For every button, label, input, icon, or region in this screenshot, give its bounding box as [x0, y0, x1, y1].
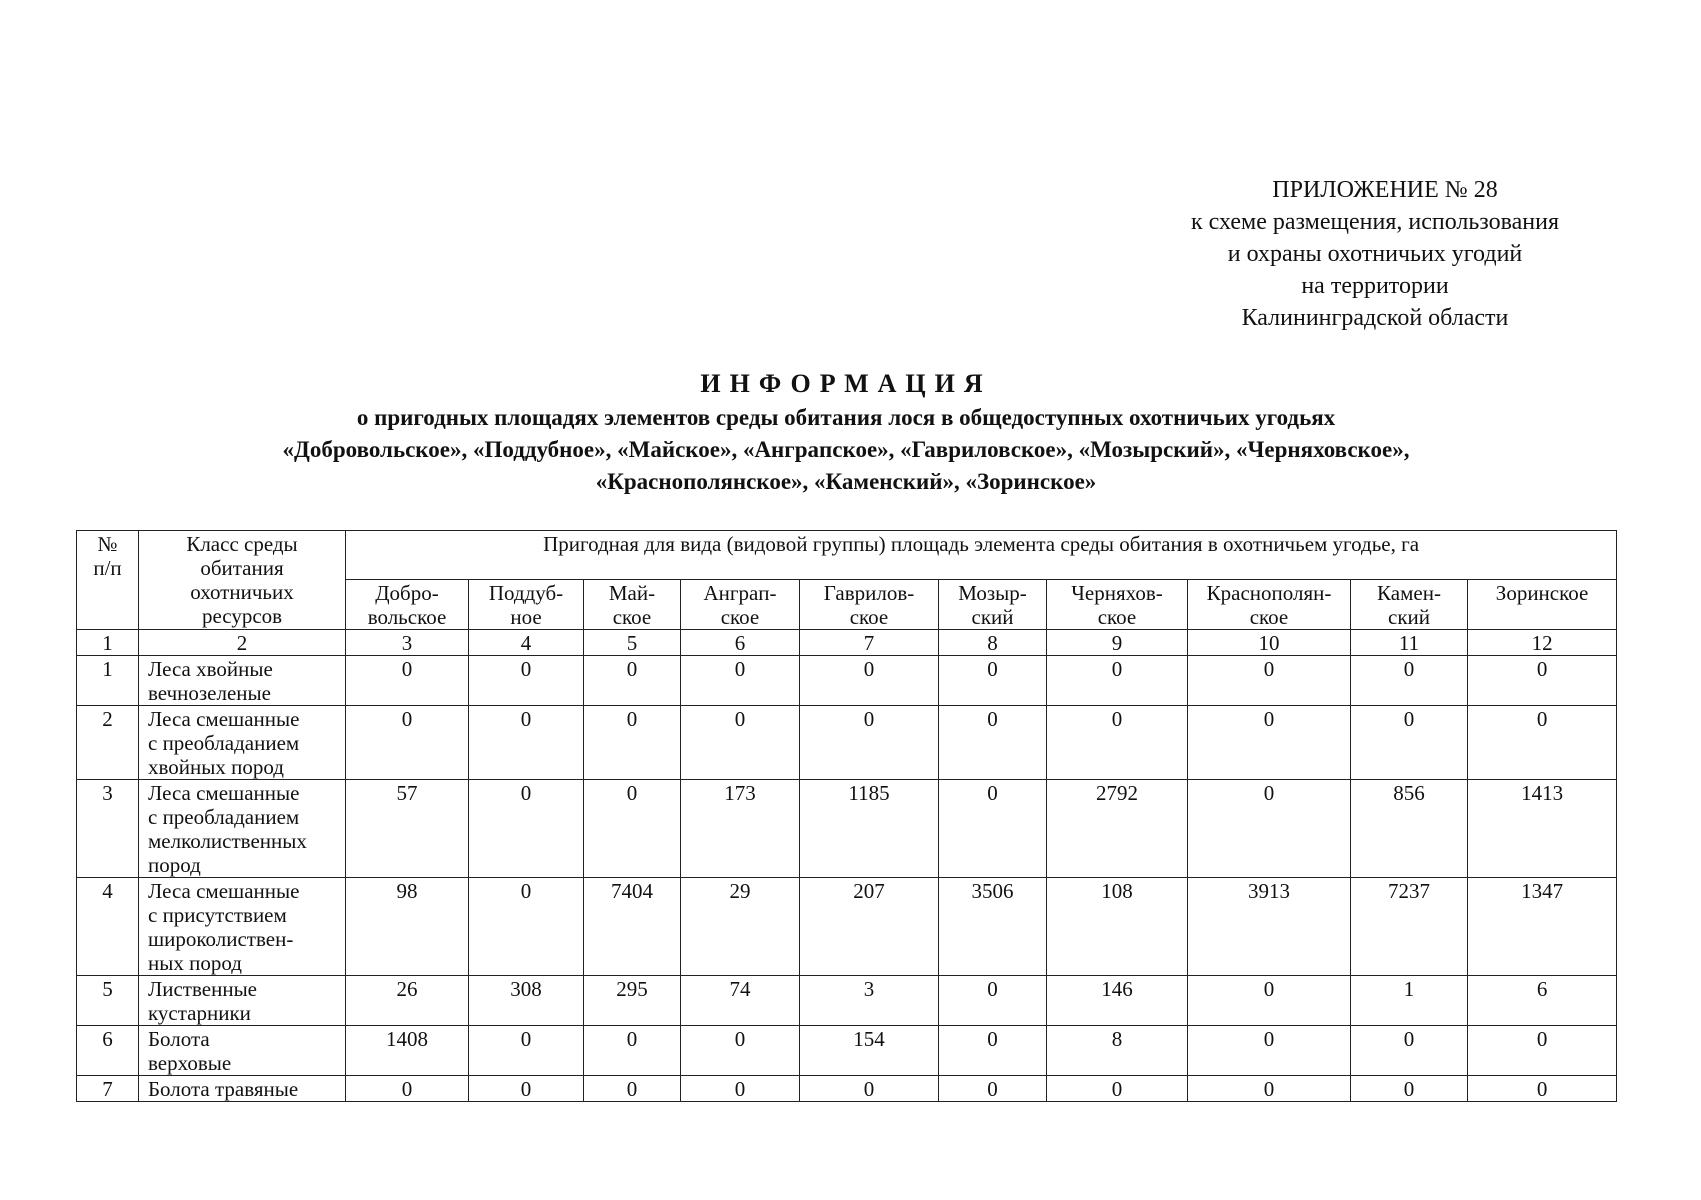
- habitat-class-text: пород: [148, 853, 201, 877]
- habitat-class-cell: [139, 976, 346, 1026]
- area-value-cell: 0: [939, 656, 1047, 706]
- area-value-cell: 0: [584, 656, 681, 706]
- habitat-class-text: Леса хвойные: [148, 657, 273, 681]
- area-value-cell: 0: [1351, 1076, 1468, 1102]
- area-value-cell: 0: [800, 706, 939, 780]
- row-number-cell: 6: [77, 1026, 139, 1076]
- header-text: №: [97, 532, 118, 556]
- area-value-cell: 0: [681, 706, 800, 780]
- habitat-class-text: вечнозеленые: [148, 681, 271, 705]
- habitat-class-text: ных пород: [148, 951, 242, 975]
- header-text: ский: [1388, 605, 1430, 629]
- area-value-cell: 0: [346, 706, 469, 780]
- area-value-cell: 0: [469, 656, 584, 706]
- habitat-class-cell: [139, 1076, 346, 1102]
- habitat-class-text: мелколиственных: [148, 829, 307, 853]
- area-value-cell: 0: [584, 1026, 681, 1076]
- habitat-class-text: кустарники: [148, 1001, 251, 1025]
- area-value-cell: 0: [939, 1076, 1047, 1102]
- area-value-cell: 0: [1351, 656, 1468, 706]
- area-value-cell: 0: [1351, 1026, 1468, 1076]
- habitat-class-cell: [139, 656, 346, 706]
- area-value-cell: 0: [469, 1026, 584, 1076]
- habitat-class-text: с преобладанием: [148, 731, 300, 755]
- header-text: Зоринское: [1495, 581, 1589, 605]
- column-number-cell: 6: [681, 630, 800, 656]
- column-number-cell: 9: [1047, 630, 1188, 656]
- row-number-cell: 2: [77, 706, 139, 780]
- area-value-cell: 154: [800, 1026, 939, 1076]
- column-number-row: [77, 630, 1617, 656]
- area-value-cell: 0: [1188, 1026, 1351, 1076]
- habitat-class-cell: [139, 878, 346, 976]
- area-value-cell: 146: [1047, 976, 1188, 1026]
- habitat-class-text: Леса смешанные: [148, 879, 300, 903]
- appendix-line: и охраны охотничьих угодий: [1227, 241, 1523, 267]
- header-text: Класс среды: [186, 532, 298, 556]
- area-value-cell: 0: [1047, 656, 1188, 706]
- area-value-cell: 0: [1468, 1026, 1617, 1076]
- habitat-class-text: Болота: [148, 1027, 210, 1051]
- column-number-cell: 4: [469, 630, 584, 656]
- area-value-cell: 74: [681, 976, 800, 1026]
- habitat-class-text: хвойных пород: [148, 755, 284, 779]
- column-number-cell: 1: [77, 630, 139, 656]
- area-value-cell: 57: [346, 780, 469, 878]
- area-value-cell: 0: [1351, 706, 1468, 780]
- habitat-class-text: верховые: [148, 1051, 232, 1075]
- area-value-cell: 0: [469, 878, 584, 976]
- appendix-block: [1140, 174, 1610, 334]
- column-number-cell: 8: [939, 630, 1047, 656]
- habitat-class-cell: [139, 1026, 346, 1076]
- area-value-cell: 295: [584, 976, 681, 1026]
- area-value-cell: 0: [681, 1026, 800, 1076]
- area-value-cell: 0: [584, 706, 681, 780]
- header-text: п/п: [93, 556, 122, 580]
- area-value-cell: 0: [1468, 1076, 1617, 1102]
- area-value-cell: 3: [800, 976, 939, 1026]
- header-area-cell: [1188, 580, 1351, 630]
- header-text: вольское: [367, 605, 447, 629]
- habitat-class-text: Леса смешанные: [148, 781, 300, 805]
- area-value-cell: 7404: [584, 878, 681, 976]
- habitat-class-cell: [139, 780, 346, 878]
- area-value-cell: 0: [939, 1026, 1047, 1076]
- header-text: ресурсов: [201, 604, 283, 628]
- table-row: [77, 706, 1617, 780]
- document-subtitle-line: «Краснополянское», «Каменский», «Зоринское»: [595, 469, 1097, 494]
- area-value-cell: 29: [681, 878, 800, 976]
- appendix-line: к схеме размещения, использования: [1190, 209, 1560, 235]
- header-text: Гаврилов-: [823, 581, 915, 605]
- area-value-cell: 0: [1047, 1076, 1188, 1102]
- area-value-cell: 1408: [346, 1026, 469, 1076]
- document-title: ИНФОРМАЦИЯ: [700, 369, 992, 398]
- area-value-cell: 6: [1468, 976, 1617, 1026]
- area-value-cell: 0: [1468, 706, 1617, 780]
- header-area-cell: [1047, 580, 1188, 630]
- area-value-cell: 308: [469, 976, 584, 1026]
- area-value-cell: 0: [1188, 656, 1351, 706]
- area-value-cell: 0: [1188, 976, 1351, 1026]
- header-text: ское: [1249, 605, 1289, 629]
- header-area-cell: [800, 580, 939, 630]
- header-text: Краснополян-: [1206, 581, 1332, 605]
- habitat-class-text: Леса смешанные: [148, 707, 300, 731]
- area-value-cell: 2792: [1047, 780, 1188, 878]
- area-value-cell: 0: [681, 1076, 800, 1102]
- area-value-cell: 1: [1351, 976, 1468, 1026]
- area-value-cell: 8: [1047, 1026, 1188, 1076]
- header-text: Ангрaп-: [703, 581, 777, 605]
- row-number-cell: 5: [77, 976, 139, 1026]
- row-number-cell: 7: [77, 1076, 139, 1102]
- area-value-cell: 0: [469, 706, 584, 780]
- document-subtitle-line: о пригодных площадях элементов среды обитания лося в общедоступных охотничьих угодьях: [356, 405, 1336, 430]
- area-value-cell: 108: [1047, 878, 1188, 976]
- table-container: [76, 530, 1616, 1102]
- header-text: Добро-: [375, 581, 439, 605]
- area-value-cell: 3913: [1188, 878, 1351, 976]
- table-body: [77, 656, 1617, 1102]
- habitat-class-text: с присутствием: [148, 903, 287, 927]
- area-value-cell: 0: [1188, 706, 1351, 780]
- column-number-cell: 5: [584, 630, 681, 656]
- area-value-cell: 26: [346, 976, 469, 1026]
- column-number-cell: 11: [1351, 630, 1468, 656]
- table-row: [77, 976, 1617, 1026]
- area-value-cell: 0: [1188, 780, 1351, 878]
- header-area-cell: [584, 580, 681, 630]
- header-area-cell: [681, 580, 800, 630]
- table-row: [77, 656, 1617, 706]
- header-group-cell: Пригодная для вида (видовой группы) площадь элемента среды обитания в охотничьем угодье, га: [346, 531, 1617, 580]
- habitat-class-text: Лиственные: [148, 977, 257, 1001]
- area-value-cell: 98: [346, 878, 469, 976]
- area-value-cell: 0: [469, 1076, 584, 1102]
- header-text: Поддуб-: [488, 581, 564, 605]
- appendix-number: ПРИЛОЖЕНИЕ № 28: [1272, 177, 1498, 203]
- row-number-cell: 1: [77, 656, 139, 706]
- area-value-cell: 0: [346, 1076, 469, 1102]
- header-text: ский: [971, 605, 1014, 629]
- column-number-cell: 12: [1468, 630, 1617, 656]
- area-value-cell: 0: [584, 780, 681, 878]
- row-number-cell: 4: [77, 878, 139, 976]
- area-value-cell: 0: [939, 780, 1047, 878]
- header-text: Черняхов-: [1071, 581, 1163, 605]
- area-value-cell: 1185: [800, 780, 939, 878]
- appendix-line: Калининградской области: [1241, 305, 1509, 331]
- area-value-cell: 0: [800, 656, 939, 706]
- area-value-cell: 207: [800, 878, 939, 976]
- header-row: [77, 531, 1617, 580]
- area-value-cell: 1413: [1468, 780, 1617, 878]
- habitat-class-cell: [139, 706, 346, 780]
- column-number-cell: 3: [346, 630, 469, 656]
- area-value-cell: 856: [1351, 780, 1468, 878]
- area-value-cell: 7237: [1351, 878, 1468, 976]
- header-area-cell: [1468, 580, 1617, 630]
- header-text: Мозыр-: [958, 581, 1027, 605]
- area-value-cell: 1347: [1468, 878, 1617, 976]
- area-value-cell: 3506: [939, 878, 1047, 976]
- area-value-cell: 0: [469, 780, 584, 878]
- header-text: ское: [720, 605, 760, 629]
- header-text: ское: [849, 605, 889, 629]
- header-area-cell: [1351, 580, 1468, 630]
- document-heading: [60, 366, 1632, 498]
- header-text: обитания: [200, 556, 284, 580]
- table-row: [77, 780, 1617, 878]
- area-value-cell: 0: [681, 656, 800, 706]
- row-number-cell: 3: [77, 780, 139, 878]
- header-class-cell: [139, 531, 346, 630]
- area-value-cell: 0: [1468, 656, 1617, 706]
- habitat-class-text: с преобладанием: [148, 805, 300, 829]
- habitat-area-table: [76, 530, 1617, 1102]
- header-text: ное: [510, 605, 542, 629]
- area-value-cell: 0: [939, 706, 1047, 780]
- area-value-cell: 0: [939, 976, 1047, 1026]
- area-value-cell: 0: [1188, 1076, 1351, 1102]
- appendix-line: на территории: [1301, 273, 1449, 299]
- header-area-cell: [939, 580, 1047, 630]
- area-value-cell: 173: [681, 780, 800, 878]
- table-header: [77, 531, 1617, 656]
- header-text: ское: [1097, 605, 1137, 629]
- column-number-cell: 2: [139, 630, 346, 656]
- header-text: ское: [612, 605, 652, 629]
- area-value-cell: 0: [346, 656, 469, 706]
- header-text: Май-: [608, 581, 656, 605]
- habitat-class-text: широколиствен-: [148, 927, 294, 951]
- header-text: Камен-: [1377, 581, 1441, 605]
- habitat-class-text: Болота травяные: [148, 1077, 299, 1101]
- header-area-cell: [469, 580, 584, 630]
- table-row: [77, 878, 1617, 976]
- column-number-cell: 10: [1188, 630, 1351, 656]
- table-row: [77, 1026, 1617, 1076]
- column-number-cell: 7: [800, 630, 939, 656]
- header-text: охотничьих: [190, 580, 294, 604]
- area-value-cell: 0: [1047, 706, 1188, 780]
- header-area-cell: [346, 580, 469, 630]
- document-subtitle-line: «Добровольское», «Поддубное», «Майское», «Ангрaпское», «Гавриловское», «Мозырский», «Черняховское»,: [282, 437, 1410, 462]
- table-row: [77, 1076, 1617, 1102]
- area-value-cell: 0: [800, 1076, 939, 1102]
- header-no-cell: [77, 531, 139, 630]
- area-value-cell: 0: [584, 1076, 681, 1102]
